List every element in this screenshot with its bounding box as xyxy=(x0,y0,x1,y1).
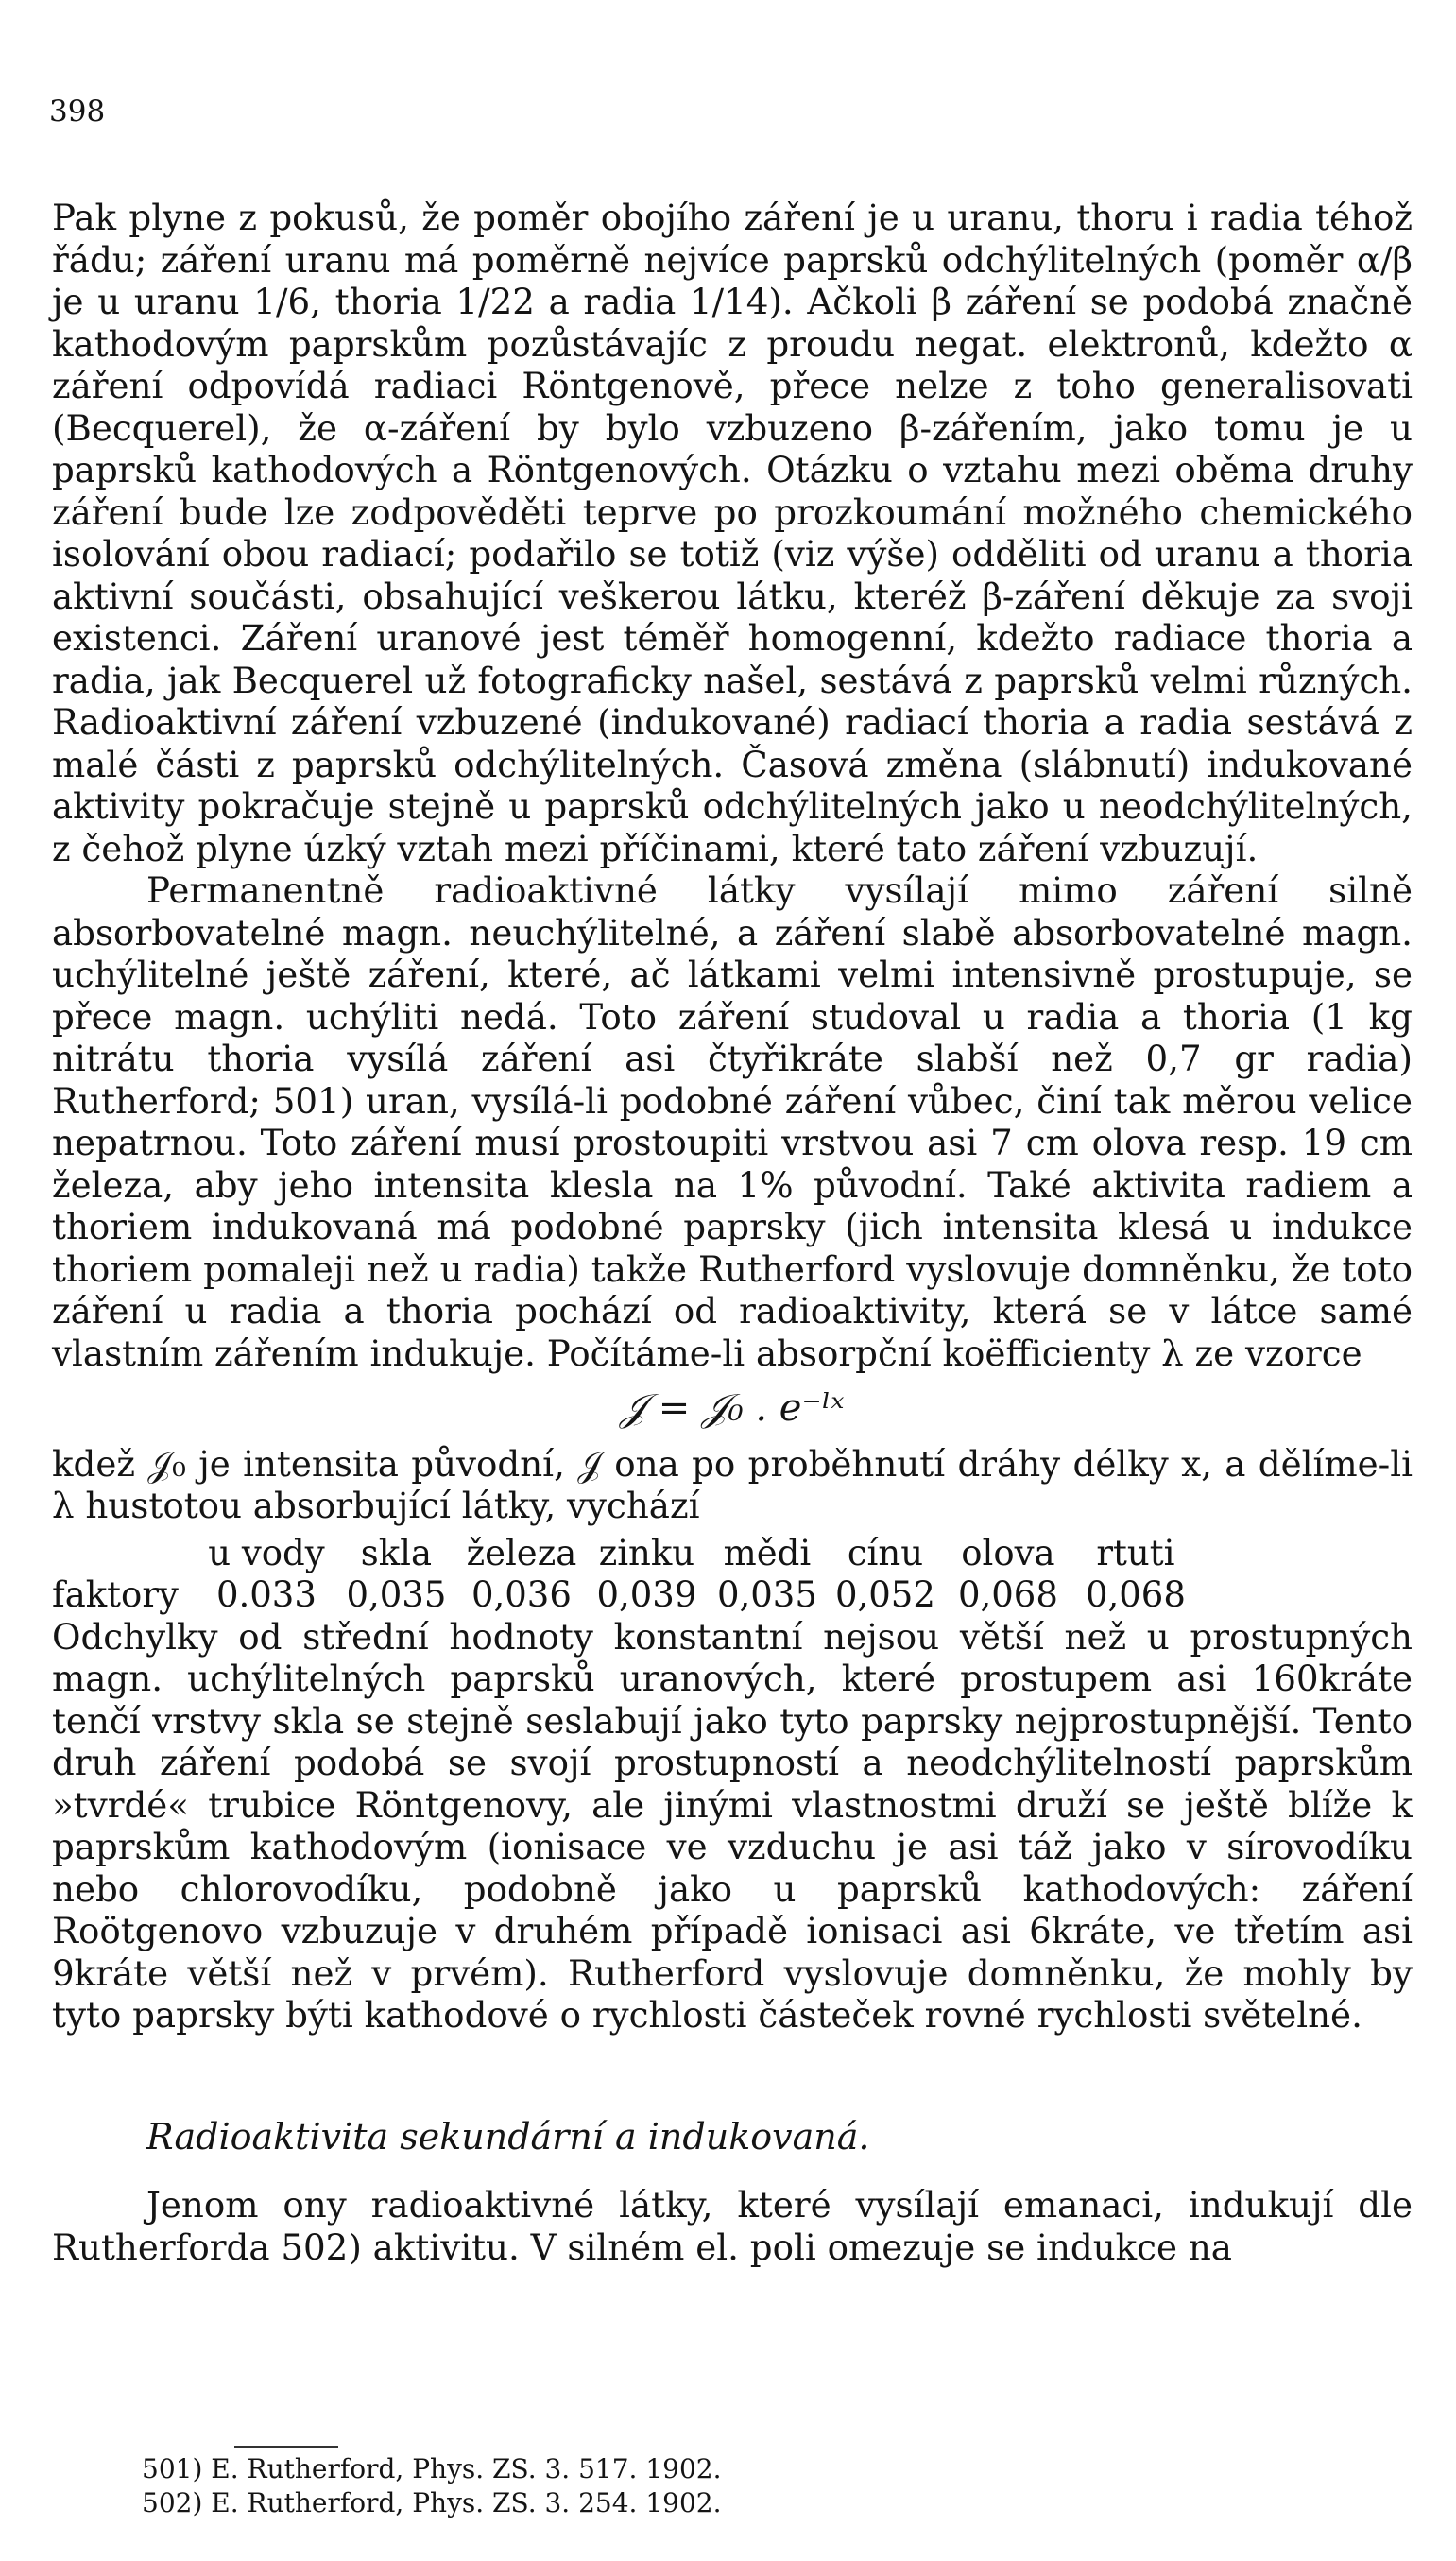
table-row xyxy=(52,1574,1197,1616)
table-header-cell: zinku xyxy=(598,1532,695,1573)
table-cell: 0,035 xyxy=(346,1573,447,1615)
body-text xyxy=(52,197,1413,2268)
formula-explanation: kdež 𝒥₀ je intensita původní, 𝒥 ona po proběhnutí dráhy délky x, a dělíme-li λ hustotou absorbující látky, vychází xyxy=(52,1442,1413,1526)
section-heading: Radioaktivita sekundární a indukovaná. xyxy=(146,2115,870,2157)
page-number: 398 xyxy=(49,95,106,129)
table-row-label: faktory xyxy=(52,1573,179,1615)
table-cell: 0,052 xyxy=(834,1573,935,1615)
paragraph-3: Odchylky od střední hodnoty konstantní nejsou větší než u prostupných magn. uchýlitelných paprsků uranových, které prostupem asi 160kráte tenčí vrstvy skla se stejně seslabují jako tyto paprsky nejprostupnější. Tento druh záření podobá se svojí prostupností a neodchýlitelností paprskům »tvrdé« trubice Röntgenovy, ale jinými vlastnostmi druží se ještě blíže k paprskům kathodovým (ionisace ve vzduchu je asi táž jako v sírovodíku nebo chlorovodíku, podobně jako u paprsků kathodových: záření Roötgenovo vzbuzuje v druhém případě ionisaci asi 6kráte, ve třetím asi 9kráte větší než v prvém). Rutherford vyslovuje domněnku, že mohly by tyto paprsky býti kathodové o rychlosti částeček rovné rychlosti světelné. xyxy=(52,1615,1413,2036)
table-cell: 0,068 xyxy=(957,1573,1058,1615)
table-cell: 0,039 xyxy=(596,1573,697,1615)
footnote: 502) E. Rutherford, Phys. ZS. 3. 254. 1902. xyxy=(142,2487,722,2518)
table-header-cell: cínu xyxy=(847,1532,924,1573)
absorption-table xyxy=(52,1533,1197,1616)
footnote-divider xyxy=(234,2446,338,2448)
paragraph-4: Jenom ony radioaktivné látky, které vysílají emanaci, indukují dle Rutherforda 502) aktivitu. V silném el. poli omezuje se indukce na xyxy=(52,2184,1413,2268)
paragraph-1: Pak plyne z pokusů, že poměr obojího záření je u uranu, thoru i radia téhož řádu; záření uranu má poměrně nejvíce paprsků odchýlitelných (poměr α/β je u uranu 1/6, thoria 1/22 a radia 1/14). Ačkoli β záření se podobá značně kathodovým paprskům pozůstávajíc z proudu negat. elektronů, kdežto α záření odpovídá radiaci Röntgenově, přece nelze z toho generalisovati (Becquerel), že α-záření by bylo vzbuzeno β-zářením, jako tomu je u paprsků kathodových a Röntgenových. Otázku o vztahu mezi oběma druhy záření bude lze zodpověděti teprve po prozkoumání možného chemického isolování obou radiací; podařilo se totiž (viz výše) odděliti od uranu a thoria aktivní součásti, obsahující veškerou látku, kteréž β-záření děkuje za svoji existenci. Záření uranové jest téměř homogenní, kdežto radiace thoria a radia, jak Becquerel už fotograficky našel, sestává z paprsků velmi různých. Radioaktivní záření vzbuzené (indukované) radiací thoria a radia sestává z malé části z paprsků odchýlitelných. Časová změna (slábnutí) indukované aktivity pokračuje stejně u paprsků odchýlitelných jako u neodchýlitelných, z čehož plyne úzký vztah mezi příčinami, které tato záření vzbuzují. xyxy=(52,197,1413,869)
footnotes xyxy=(142,2452,722,2520)
table-header-cell: skla xyxy=(360,1532,433,1573)
table-cell: 0,068 xyxy=(1085,1573,1186,1615)
table-header-cell: mědi xyxy=(723,1532,812,1573)
formula: 𝒥 = 𝒥₀ . e⁻ˡˣ xyxy=(620,1386,845,1430)
table-header-row xyxy=(52,1533,1197,1574)
table-header-cell: olova xyxy=(961,1532,1055,1573)
table-header-cell: u vody xyxy=(208,1532,325,1573)
table-header-cell xyxy=(52,1533,196,1574)
table-header-cell: rtuti xyxy=(1096,1532,1175,1573)
table-cell: 0,035 xyxy=(716,1573,817,1615)
table-cell: 0.033 xyxy=(215,1573,317,1615)
table-cell: 0,036 xyxy=(471,1573,572,1615)
table-header-cell: železa xyxy=(466,1532,577,1573)
footnote: 501) E. Rutherford, Phys. ZS. 3. 517. 1902. xyxy=(142,2453,722,2484)
paragraph-2: Permanentně radioaktivné látky vysílají mimo záření silně absorbovatelné magn. neuchýlitelné, a záření slabě absorbovatelné magn. uchýlitelné ještě záření, které, ač látkami velmi intensivně prostupuje, se přece magn. uchýliti nedá. Toto záření studoval u radia a thoria (1 kg nitrátu thoria vysílá záření asi čtyřikráte slabší než 0,7 gr radia) Rutherford; 501) uran, vysílá-li podobné záření vůbec, činí tak měrou velice nepatrnou. Toto záření musí prostoupiti vrstvou asi 7 cm olova resp. 19 cm železa, aby jeho intensita klesla na 1% původní. Také aktivita radiem a thoriem indukovaná má podobné paprsky (jich intensita klesá u indukce thoriem pomaleji než u radia) takže Rutherford vyslovuje domněnku, že toto záření u radia a thoria pochází od radioaktivity, která se v látce samé vlastním zářením indukuje. Počítáme-li absorpční koëfficienty λ ze vzorce xyxy=(52,869,1413,1374)
